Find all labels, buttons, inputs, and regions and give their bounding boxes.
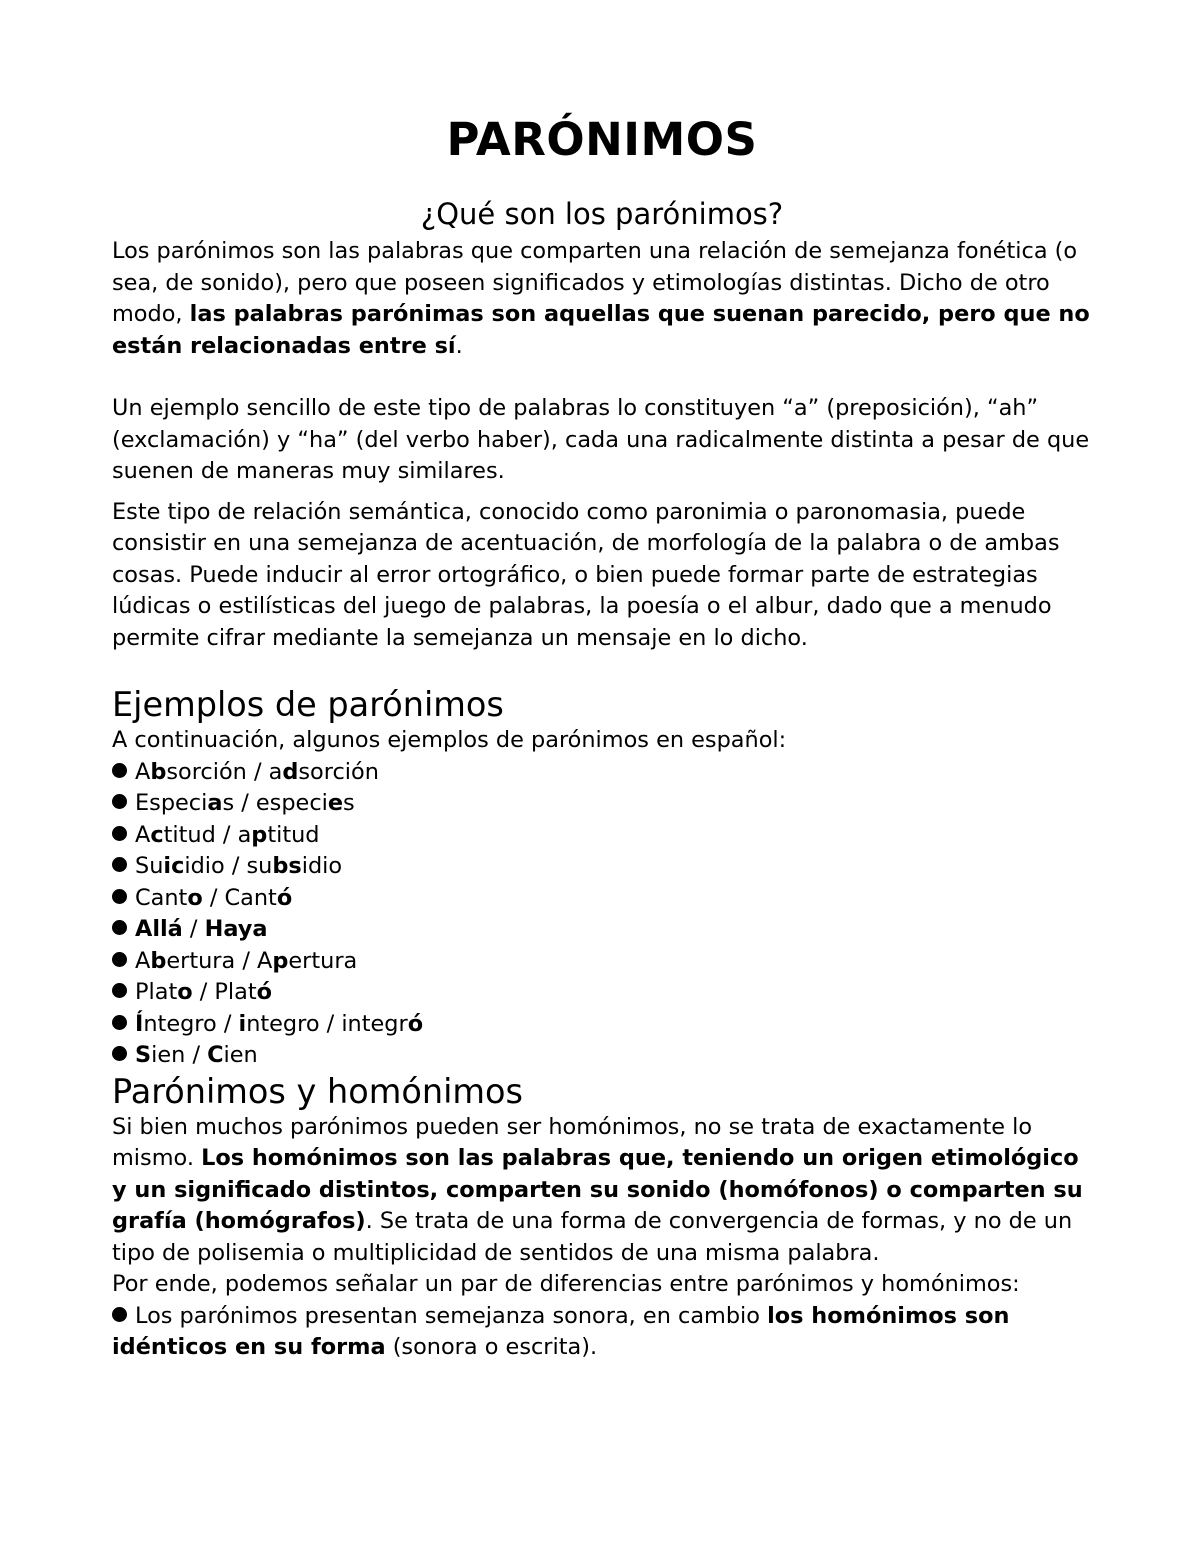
homonyms-bullet-bold: los homónimos son idénticos en su forma xyxy=(112,1302,1010,1360)
example-text: ertura xyxy=(288,947,358,974)
bullet-icon xyxy=(112,826,127,841)
intro-paragraph-1 xyxy=(112,236,1092,362)
example-highlight: e xyxy=(327,790,344,816)
example-highlight: ó xyxy=(407,1010,424,1037)
example-text: ntegro / integr xyxy=(246,1010,408,1037)
bullet-icon xyxy=(112,794,127,809)
example-text: ien / xyxy=(151,1042,208,1068)
example-text: titud xyxy=(267,821,320,848)
homonyms-heading: Parónimos y homónimos xyxy=(112,1071,523,1111)
intro-paragraph-3: Este tipo de relación semántica, conocido como paronimia o paronomasia, puede consistir en una semejanza de acentuación, de morfología de la palabra o de ambas cosas. Puede inducir al error ortográfico, o bien puede formar parte de estrategias lúdicas o estilísticas del juego de palabras, la poesía o el albur, dado que a menudo permite cifrar mediante la semejanza un mensaje en lo dicho. xyxy=(112,498,1060,651)
homonyms-p1-text: Si bien muchos parónimos pueden ser homónimos, no se trata de exactamente lo mismo. xyxy=(112,1113,1033,1171)
bullet-icon xyxy=(112,920,127,935)
example-text: / Cant xyxy=(202,884,277,911)
homonyms-paragraph-2: Por ende, podemos señalar un par de diferencias entre parónimos y homónimos: xyxy=(112,1271,1020,1297)
bullet-icon xyxy=(112,763,127,778)
example-list-item xyxy=(112,946,1092,978)
example-highlight: C xyxy=(207,1042,224,1068)
homonyms-paragraph-1 xyxy=(112,1112,1092,1270)
example-text: idio / su xyxy=(184,853,273,879)
example-highlight: o xyxy=(187,884,203,911)
example-list-item xyxy=(112,820,1092,852)
example-highlight: i xyxy=(238,1010,247,1037)
example-text: idio xyxy=(301,853,343,879)
document-page xyxy=(112,108,1092,1364)
bullet-icon xyxy=(112,1307,127,1322)
example-list-item xyxy=(112,1040,1092,1072)
example-list-item xyxy=(112,977,1092,1009)
example-text: s xyxy=(343,790,355,816)
bullet-icon xyxy=(112,1015,127,1030)
example-highlight: Haya xyxy=(204,916,268,942)
example-highlight: bs xyxy=(272,853,302,879)
example-highlight: c xyxy=(150,821,164,848)
example-text: ntegro / xyxy=(143,1010,239,1037)
example-list-item xyxy=(112,883,1092,915)
example-text: ertura / A xyxy=(166,947,273,974)
bullet-icon xyxy=(112,952,127,967)
intro-paragraph-2: Un ejemplo sencillo de este tipo de palabras lo constituyen “a” (preposición), “ah” (exclamación) y “ha” (del verbo haber), cada una radicalmente distinta a pesar de que suenen de maneras muy similares. xyxy=(112,395,1090,484)
intro-p1-end: . xyxy=(455,332,463,359)
homonyms-bullet-text: Los parónimos presentan semejanza sonora, en cambio xyxy=(135,1302,768,1329)
example-text: / xyxy=(182,916,205,942)
bullet-icon xyxy=(112,983,127,998)
example-text: A xyxy=(135,821,151,848)
example-text: A xyxy=(135,758,151,785)
homonyms-p1-bold: Los homónimos son las palabras que, teniendo un origen etimológico y un significado distintos, comparten su sonido (homófonos) o comparten su grafía (homógrafos) xyxy=(112,1145,1083,1234)
example-text: ien xyxy=(223,1042,258,1068)
example-highlight: ó xyxy=(276,884,293,911)
example-text: A xyxy=(135,947,151,974)
example-text: s / especi xyxy=(222,790,328,816)
example-list-item xyxy=(112,788,1092,820)
example-highlight: Í xyxy=(135,1010,144,1037)
example-text: titud / a xyxy=(163,821,252,848)
examples-list xyxy=(112,757,1092,1072)
example-text: Especi xyxy=(135,790,208,816)
section-subtitle: ¿Qué son los parónimos? xyxy=(420,197,784,231)
bullet-icon xyxy=(112,857,127,872)
example-list-item xyxy=(112,914,1092,946)
intro-p1-text: Los parónimos son las palabras que comparten una relación de semejanza fonética (o sea, de sonido), pero que poseen significados y etimologías distintas. Dicho de otro modo, xyxy=(112,238,1078,327)
bullet-icon xyxy=(112,1046,127,1061)
example-text: sorción / a xyxy=(166,758,283,785)
homonyms-bullet-end: (sonora o escrita). xyxy=(385,1334,598,1360)
paragraph-gap xyxy=(112,362,1092,393)
example-text: / Plat xyxy=(192,979,257,1005)
example-highlight: d xyxy=(282,758,299,785)
example-highlight: S xyxy=(135,1042,152,1068)
example-text: Cant xyxy=(135,884,188,911)
example-highlight: ic xyxy=(163,853,185,879)
example-highlight: a xyxy=(207,790,223,816)
example-highlight: b xyxy=(150,947,167,974)
homonyms-bullet xyxy=(112,1301,1092,1364)
bullet-icon xyxy=(112,889,127,904)
example-text: sorción xyxy=(298,758,379,785)
examples-lead: A continuación, algunos ejemplos de parónimos en español: xyxy=(112,727,787,753)
example-text: Plat xyxy=(135,979,178,1005)
example-list-item xyxy=(112,757,1092,789)
example-highlight: b xyxy=(150,758,167,785)
intro-p1-bold: las palabras parónimas son aquellas que suenan parecido, pero que no están relacionadas entre sí xyxy=(112,301,1090,359)
example-highlight: ó xyxy=(256,979,273,1005)
example-highlight: o xyxy=(177,979,193,1005)
example-highlight: p xyxy=(272,947,289,974)
example-list-item xyxy=(112,851,1092,883)
example-text: Su xyxy=(135,853,164,879)
homonyms-p1-end: . Se trata de una forma de convergencia de formas, y no de un tipo de polisemia o multiplicidad de sentidos de una misma palabra. xyxy=(112,1208,1073,1266)
examples-heading: Ejemplos de parónimos xyxy=(112,685,504,724)
example-list-item xyxy=(112,1009,1092,1041)
example-highlight: Allá xyxy=(135,916,183,942)
example-highlight: p xyxy=(251,821,268,848)
page-title: PARÓNIMOS xyxy=(446,113,758,166)
